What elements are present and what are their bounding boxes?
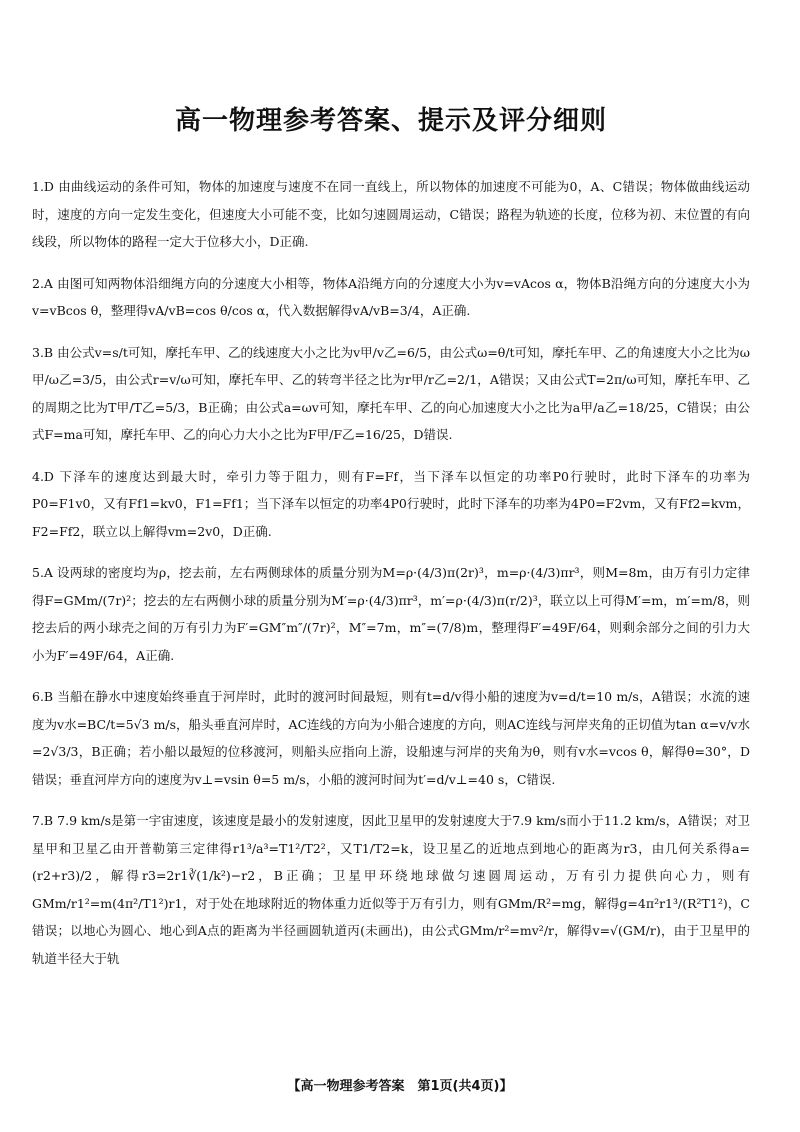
answer-item xyxy=(32,807,750,972)
answer-item xyxy=(32,339,750,449)
answer-number: 3.B xyxy=(32,344,54,360)
answer-item xyxy=(32,683,750,793)
answer-number: 6.B xyxy=(32,689,54,704)
answer-text: 下泽车的速度达到最大时，牵引力等于阻力，则有F=Ff，当下泽车以恒定的功率P0行驶时，此时下泽车的功率为P0=F1v0，又有Ff1=kv0，F1=Ff1；当下泽车以恒定的功率4P0行驶时，此时下泽车的功率为4P0=F2vm，又有Ff2=kvm，F2=Ff2，联立以上解得vm=2v0，D正确. xyxy=(32,468,750,539)
answer-number: 2.A xyxy=(32,275,53,291)
answer-number: 7.B xyxy=(32,813,54,828)
answer-text: 由曲线运动的条件可知，物体的加速度与速度不在同一直线上，所以物体的加速度不可能为0，A、C错误；物体做曲线运动时，速度的方向一定发生变化，但速度大小可能不变，比如匀速圆周运动，C错误；路程为轨迹的长度，位移为初、末位置的有向线段，所以物体的路程一定大于位移大小，D正确. xyxy=(32,179,750,249)
page-footer: 【高一物理参考答案 第1页(共4页)】 xyxy=(287,1079,513,1094)
answer-text: 由公式v=s/t可知，摩托车甲、乙的线速度大小之比为v甲/v乙=6/5，由公式ω=θ/t可知，摩托车甲、乙的角速度大小之比为ω甲/ω乙=3/5，由公式r=v/ω可知，摩托车甲、乙的转弯半径之比为r甲/r乙=2/1，A错误；又由公式T=2π/ω可知，摩托车甲、乙的周期之比为T甲/T乙=5/3，B正确；由公式a=ωv可知，摩托车甲、乙的向心加速度大小之比为a甲/a乙=18/25，C错误；由公式F=ma可知，摩托车甲、乙的向心力大小之比为F甲/F乙=16/25，D错误. xyxy=(32,344,751,442)
answer-number: 5.A xyxy=(32,565,53,580)
answer-item xyxy=(32,559,750,669)
answer-item xyxy=(32,173,750,256)
answer-text: 设两球的密度均为ρ，挖去前，左右两侧球体的质量分别为M=ρ·(4/3)π(2r)³，m=ρ·(4/3)πr³，则M=8m，由万有引力定律得F=GMm/(7r)²；挖去的左右两侧小球的质量分别为M′=ρ·(4/3)πr³，m′=ρ·(4/3)π(r/2)³，联立以上可得M′=m，m′=m/8，则挖去后的两小球壳之间的万有引力为F′=GM″m″/(7r)²，M″=7m，m″=(7/8)m，整理得F′=49F/64，则剩余部分之间的引力大小为F′=49F/64，A正确. xyxy=(32,565,750,663)
answer-text: 由图可知两物体沿细绳方向的分速度大小相等，物体A沿绳方向的分速度大小为v=vAcos α，物体B沿绳方向的分速度大小为v=vBcos θ，整理得vA/vB=cos θ/cos α，代入数据解得vA/vB=3/4，A正确. xyxy=(32,275,750,318)
answer-item xyxy=(32,463,750,546)
answer-text: 7.9 km/s是第一宇宙速度，该速度是最小的发射速度，因此卫星甲的发射速度大于7.9 km/s而小于11.2 km/s，A错误；对卫星甲和卫星乙由开普勒第三定律得r1³/a³=T1²/T2²，又T1/T2=k，设卫星乙的近地点到地心的距离为r3，由几何关系得a=(r2+r3)/2，解得r3=2r1∛(1/k²)−r2，B正确；卫星甲环绕地球做匀速圆周运动，万有引力提供向心力，则有GMm/r1²=m(4π²/T1²)r1，对于处在地球附近的物体重力近似等于万有引力，则有GMm/R²=mg，解得g=4π²r1³/(R²T1²)，C错误；以地心为圆心、地心到A点的距离为半径画圆轨道丙(未画出)，由公式GMm/r²=mv²/r，解得v=√(GM/r)，由于卫星甲的轨道半径大于轨 xyxy=(32,813,750,966)
answer-item xyxy=(32,270,750,325)
answer-list xyxy=(32,173,750,972)
answer-text: 当船在静水中速度始终垂直于河岸时，此时的渡河时间最短，则有t=d/v得小船的速度为v=d/t=10 m/s，A错误；水流的速度为v水=BC/t=5√3 m/s，船头垂直河岸时，AC连线的方向为小船合速度的方向，则AC连线与河岸夹角的正切值为tan α=v/v水=2√3/3，B正确；若小船以最短的位移渡河，则船头应指向上游，设船速与河岸的夹角为θ，则有v水=vcos θ，解得θ=30°，D错误；垂直河岸方向的速度为v⊥=vsin θ=5 m/s，小船的渡河时间为t′=d/v⊥=40 s，C错误. xyxy=(32,689,750,787)
answer-number: 4.D xyxy=(32,468,54,484)
page-title: 高一物理参考答案、提示及评分细则 xyxy=(174,106,607,136)
answer-number: 1.D xyxy=(32,179,54,194)
